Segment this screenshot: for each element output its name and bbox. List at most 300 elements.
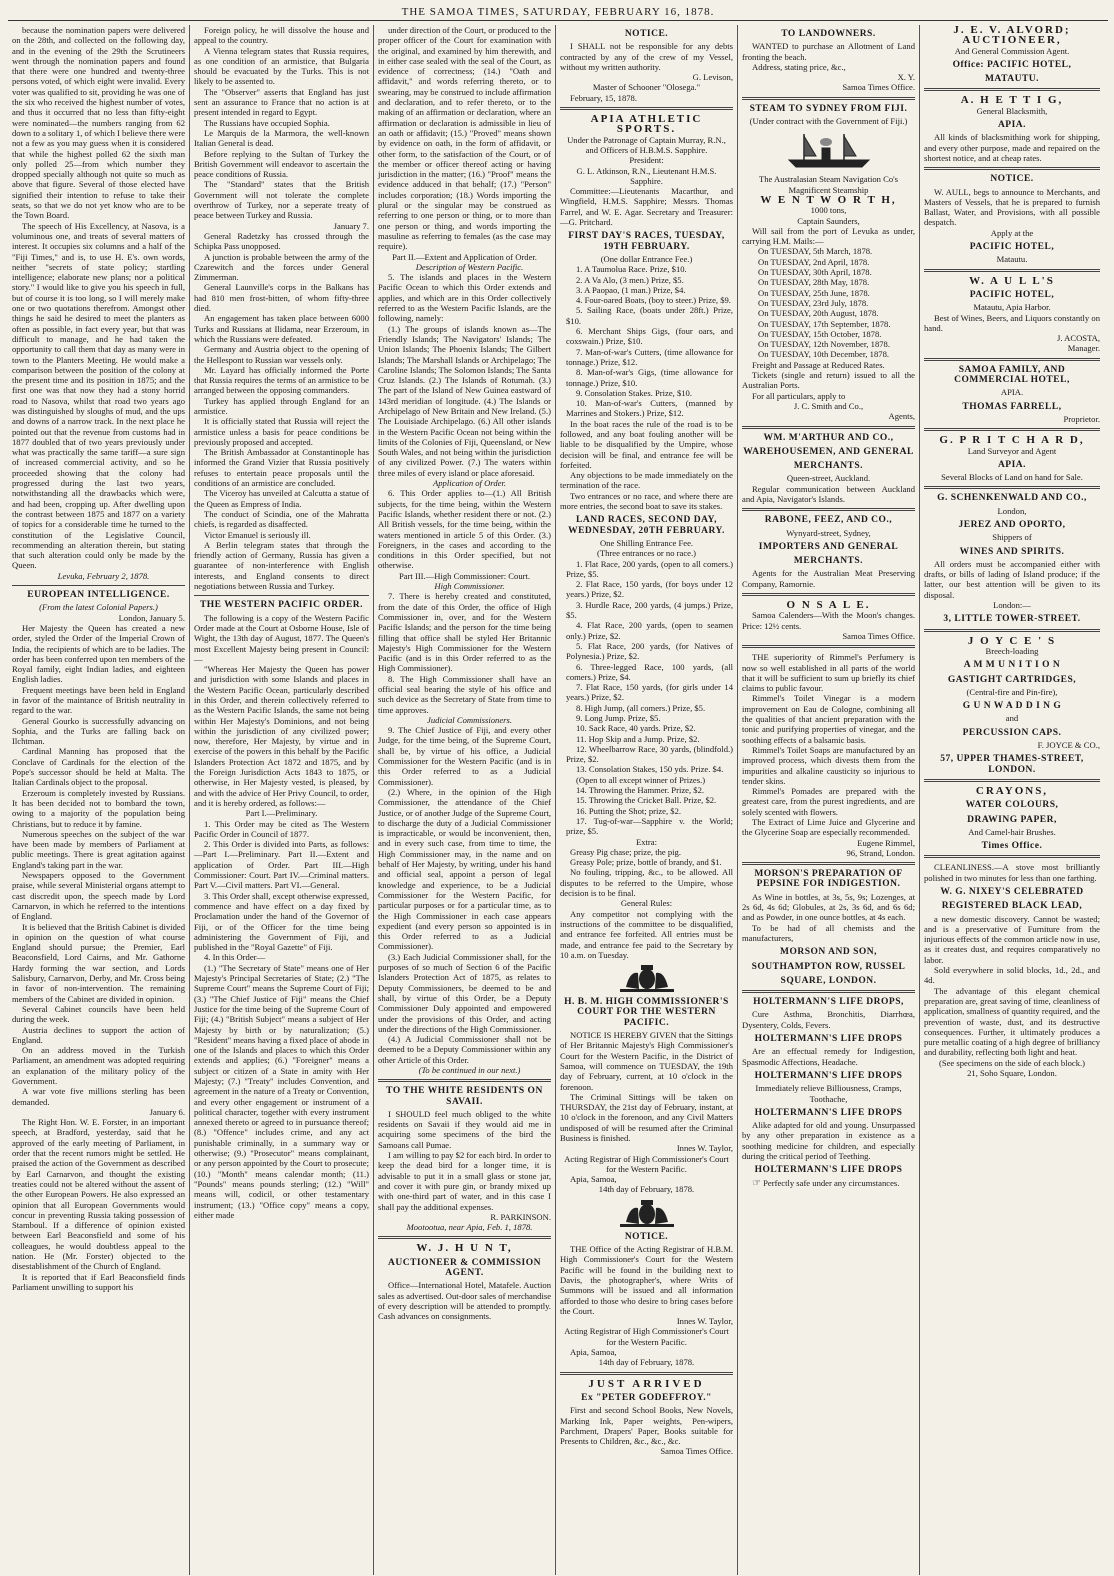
article-paragraph: 7. There is hereby created and constituted, from the date of this Order, the office of High Commissioner in, over, and for the Western Pacific Islands; and the person for the time being filling that office shall be styled Her Britannic Majesty's High Commissioner for the Western Pacific (and is in this Order referred to as the High Commissioner). (378, 591, 551, 674)
article-paragraph: A Vienna telegram states that Russia requires, as one condition of an armistice, that Bulgaria should be evacuated by the Turks. This is not likely to be assented to. (194, 45, 369, 87)
advert-heading: W. J. H U N T, (416, 1242, 513, 1255)
advert-subheading: MERCHANTS. (793, 461, 864, 472)
advert-body: The advantage of this elegant chemical preparation are, great saving of time, cleanliness of application, smallness of quantity required, and the prevention of waste, dust, and its destructive consequences. Further, it ultimately produces a pure metallic coating of a high degree of brilliancy and durability, reflecting both light and heat. (924, 985, 1100, 1058)
advert-heading: MORSON'S PREPARATION OF PEPSINE FOR INDIGESTION. (754, 869, 903, 890)
dateline: February, 15, 1878. (570, 92, 637, 103)
advert-heading: HOLTERMANN'S LIFE DROPS, (753, 997, 904, 1008)
article-paragraph: Her Majesty the Queen has created a new order, styled the Order of the Imperial Crown of India, the recipients of which are to be ladies. The order has been conferred upon ten members of the Royal family, eight Indian ladies, and eighteen English ladies. (12, 622, 185, 685)
race-item: 8. High Jump, (all comers.) Prize, $5. (576, 702, 706, 713)
article-paragraph: It is officially stated that Russia will reject the armistice unless a basis for peace conditions be previously proposed and accepted. (194, 416, 369, 447)
sailing-date: On TUESDAY, 25th June, 1878. (758, 287, 870, 298)
continued-note: (To be continued in our next.) (418, 1064, 521, 1075)
race-item: 15. Throwing the Cricket Ball. Prize, $2. (576, 795, 717, 806)
signature: Innes W. Taylor, (676, 1316, 733, 1327)
signature-title: Acting Registrar of High Commissioner's Court for the Western Pacific. (564, 1153, 729, 1174)
divider (924, 779, 1100, 782)
race-item: 7. Man-of-war's Cutters, (time allowance for tonnage.) Prize, $12. (566, 346, 733, 367)
advert-subheading: Ex "PETER GODEFFROY." (581, 1392, 712, 1403)
article-paragraph: 9. The Chief Justice of Fiji, and every other Judge, for the time being, of the Supreme Court, shall be, by virtue of his office, a Judicial Commissioner for the Western Pacific (and is in this Order referred to as a Judicial Commissioner). (378, 725, 551, 787)
notice-body: THE Office of the Acting Registrar of H.B.M. High Commissioner's Court for the Western Pacific will be found in the building next to Davis, the photographer's, where Writs of Summons will be issued and all information afforded to those who desire to bring cases before the Court. (560, 1244, 733, 1316)
ship-tonnage: 1000 tons, (810, 205, 847, 216)
advert-body: Regular communication between Auckland and Apia, Navigator's Islands. (742, 483, 915, 504)
section-heading: THE WESTERN PACIFIC ORDER. (199, 600, 364, 611)
dateline: January 6. (149, 1106, 185, 1117)
article-paragraph: 5. The islands and places in the Western Pacific Ocean to which this Order extends and applies, and which are in this Order collectively referred to as the Western Pacific Islands, are the following, namely: (378, 272, 551, 324)
notice-heading: NOTICE. (624, 29, 669, 39)
race-item: 3. A Paopao, (1 man.) Prize, $4. (576, 284, 686, 295)
article-paragraph: On an address moved in the Turkish Parliament, an amendment was adopted requiring an explanation of the military policy of the Government. (12, 1045, 185, 1086)
extra-item: Greasy Pole; prize, bottle of brandy, and $1. (570, 857, 722, 868)
advert-body: And Camel-hair Brushes. (968, 826, 1056, 837)
article-paragraph: Erzeroum is completely invested by Russians. It has been decided not to bombard the town, owing to a majority of the population being Christians, but to reduce it by famine. (12, 787, 185, 829)
article-paragraph: Mr. Layard has officially informed the Porte that Russia requires the terms of an armistice to be arranged between the opposing commanders. (194, 364, 369, 396)
race-item: 13. Consolation Stakes, 150 yds. Prize. $4. (576, 764, 724, 775)
notice-body: I SHALL not be responsible for any debts contracted by any of the crew of my Vessel, without my written authority. (560, 41, 733, 72)
advert-body: WANTED to purchase an Allotment of Land fronting the beach. (742, 41, 915, 62)
article-paragraph: (1.) "The Secretary of State" means one of Her Majesty's Principal Secretaries of State; (2.) "The Supreme Court" means the Supreme Court of Fiji; (3.) "The Chief Justice of Fiji" means the Chief Justice for the time being of the Supreme Court of Fiji; (4.) "British Subject" means a subject of Her Majesty by birth or by naturalization; (5.) "Resident" means having a fixed place of abode in one of the Islands and places to which this Order extends and applies; (6.) "Foreigner" means a subject or citizen of a State in amity with Her Majesty; (7.) "Treaty" includes Convention, and agreement in the nature of a Treaty or Convention, and every other engagement or instrument of a political character, together with every instrument annexed thereto or agreed to in pursuance thereof; (8.) "Offence" includes crime, and any act punishable criminally, in a summary way or otherwise; (9.) "Prosecutor" means complainant, or any person appointed by the Court to prosecute; (10.) "Month" means calendar month; (11.) "Pounds" means pounds sterling; (12.) "Will" means will, codicil, or other testamentary instrument; (13.) "Office copy" means a copy, either made (194, 962, 369, 1220)
advert-subheading: PACIFIC HOTEL, (969, 289, 1055, 300)
article-paragraph: Several Cabinet councils have been held during the week. (12, 1003, 185, 1025)
article-paragraph: The Viceroy has unveiled at Calcutta a statue of the Queen as Empress of India. (194, 488, 369, 509)
column-1 (8, 25, 190, 1575)
advert-heading: J. E. V. ALVORD; (953, 25, 1071, 36)
divider (924, 88, 1100, 91)
column-3 (374, 25, 556, 1575)
advert-subheading: MERCHANTS. (793, 556, 864, 567)
rule-text: No fouling, tripping, &c., to be allowed. All disputes to be referred to the Umpire, whose decision is to be final. (560, 867, 733, 899)
advert-subheading: WATER COLOURS, (965, 800, 1059, 811)
article-paragraph: (4.) A Judicial Commissioner shall not be deemed to be a Deputy Commissioner within any other Article of this Order. (378, 1034, 551, 1065)
article-paragraph: The "Standard" states that the British Government will not tolerate the complete overthrow of Turkey, nor a seperate treaty of peace between Turkey and Russia. (194, 179, 369, 221)
sailing-date: On TUESDAY, 17th September, 1878. (758, 318, 891, 329)
signature: F. JOYCE & CO., (1037, 740, 1100, 751)
advert-body: Several Blocks of Land on hand for Sale. (941, 472, 1083, 483)
address: Office: PACIFIC HOTEL, (952, 59, 1072, 70)
agent-name: J. C. Smith and Co., (793, 400, 864, 411)
column-2 (190, 25, 374, 1575)
race-item: 4. Four-oared Boats, (boy to steer.) Prize, $9. (576, 295, 731, 306)
advert-subheading: AUCTIONEER, (962, 34, 1062, 47)
article-paragraph: Germany and Austria object to the opening of the Hellespont to Russian war vessels only. (194, 344, 369, 365)
sub-heading: Judicial Commissioners. (427, 714, 512, 725)
signature: Times Office. (981, 841, 1043, 852)
article-paragraph: 4. In this Order— (204, 952, 266, 963)
sailing-date: On TUESDAY, 28th May, 1878. (758, 277, 870, 288)
race-item: 6. Three-legged Race, 100 yards, (all comers.) Prize, $4. (566, 661, 733, 682)
advert-subheading: W. G. NIXEY'S CELEBRATED (940, 887, 1084, 897)
president: G. L. Atkinson, R.N., Lieutenant H.M.S. Sapphire. (576, 165, 717, 186)
divider (560, 107, 733, 110)
advert-body: Rimmel's Toilet Soaps are manufactured by an improved process, which divests them from the impurities and alkaline causticity so injurious to tender skins. (742, 744, 915, 786)
address: 21, Soho Square, London. (967, 1068, 1057, 1079)
advert-heading: SAMOA FAMILY, AND COMMERCIAL HOTEL, (954, 364, 1070, 386)
signature: Samoa Times Office. (842, 630, 915, 641)
extra-item: Greasy Pig chase; prize, the pig. (570, 846, 681, 857)
advert-subheading: MORSON AND SON, (780, 947, 877, 958)
advert-subheading: IMPORTERS AND GENERAL (758, 541, 899, 552)
place: Apia, Samoa, (570, 1347, 617, 1358)
race-item: 1. Flat Race, 200 yards, (open to all comers.) Prize, $5. (566, 558, 733, 579)
advert-subheading: WINES AND SPIRITS. (959, 546, 1065, 557)
sailing-dates (742, 246, 915, 359)
race-item: 10. Man-of-war's Cutters, (manned by Marrines and Stokers.) Prize, $12. (566, 398, 733, 419)
race-item: 5. Sailing Race, (boats under 28ft.) Prize, $10. (566, 305, 733, 326)
label: General Rules: (620, 898, 673, 909)
section-heading: EUROPEAN INTELLIGENCE. (27, 590, 170, 601)
article-paragraph: General Launville's corps in the Balkans has had 810 men frost-bitten, of whom fifty-three died. (194, 282, 369, 314)
advert-body: Tickets (single and return) issued to all the Australian Ports. (742, 370, 915, 391)
article-paragraph: A war vote five millions sterling has been demanded. (12, 1086, 185, 1107)
advert-subheading: PERCUSSION CAPS. (962, 727, 1062, 738)
dateline: 14th day of February, 1878. (598, 1357, 695, 1368)
article-paragraph: It is believed that the British Cabinet is divided in opinion on the question of what course England should pursue; the Premier, Earl Beaconsfield, Lord Cairns, and Mr. Gathorne Hardy forming the war section, and Lords Salisbury, Carnarvon, Derby, and Mr. Cross being in favor of non-intervention. The remaining members of the Cabinet are divided in opinion. (12, 921, 185, 1004)
advert-heading: STEAM TO SYDNEY FROM FIJI. (749, 103, 908, 114)
divider (378, 1079, 551, 1082)
columns (8, 25, 1108, 1575)
article-paragraph: 3. This Order shall, except otherwise expressed, commence and have effect on a day fixed by Proclamation under the hand of the Governor of Fiji, or of the Officer for the time being administering the Government of Fiji, and published in the "Royal Gazette" of Fiji. (194, 890, 369, 953)
advert-body: All orders must be accompanied either with drafts, or bills of lading of Island produce; if the latter, our best attention will be given to its disposal. (924, 558, 1100, 600)
part-heading: Part III.—High Commissioner: Court. (398, 570, 531, 581)
ship-name: W E N T W O R T H, (760, 193, 897, 206)
divider (924, 855, 1100, 858)
column-6 (920, 25, 1104, 1575)
signature-title: Manager. (1067, 343, 1100, 354)
article-paragraph: I SHOULD feel much obliged to the white residents on Savaii if they would aid me in acquiring some specimens of the bird the Samoans call Pumae. (378, 1108, 551, 1150)
advert-body: Shippers of (992, 532, 1032, 543)
advert-body: Alike adapted for old and young. Unsurpassed by any other preparation in existence as a soothing medicine for children, and especially during the critical period of Teething. (742, 1120, 915, 1162)
advert-subheading: JEREZ AND OPORTO, (958, 519, 1066, 530)
divider (742, 593, 915, 596)
article-paragraph: A junction is probable between the army of the Czarewitch and the forces under General Zimmerman. (194, 251, 369, 283)
advert-subheading: General Blacksmith, (976, 105, 1048, 116)
notice-heading: NOTICE. (624, 1231, 669, 1242)
ship-captain: Captain Saunders, (797, 215, 860, 226)
divider (924, 629, 1100, 632)
sailing-date: On TUESDAY, 15th October, 1878. (758, 328, 882, 339)
address: Matautu, Apia Harbor. (973, 302, 1051, 313)
article-paragraph: 6. This Order applies to—(1.) All British subjects, for the time being, within the Western Pacific Islands, whether resident there or not. (2.) All British vessels, for the time being, within the waters mentioned in article 5 of this Order. (3.) Foreigners, in the cases and according to the conditions in this Order specified, but not otherwise. (378, 488, 551, 571)
royal-arms-icon (560, 963, 733, 993)
article-paragraph: Austria declines to support the action of England. (12, 1024, 185, 1045)
divider (742, 508, 915, 511)
signature: R. PARKINSON. (490, 1211, 551, 1222)
address: SOUTHAMPTON ROW, RUSSEL (751, 961, 906, 972)
advert-body: Are an effectual remedy for Indigestion, Spasmodic Affections, Headache. (742, 1046, 915, 1067)
advert-heading: G. SCHENKENWALD AND CO., (937, 493, 1087, 504)
race-list (560, 559, 733, 837)
address: APIA. (997, 459, 1027, 470)
signature: Samoa Times Office. (660, 1446, 733, 1457)
advert-body: First and second School Books, New Novels, Marking Ink, Paper weights, Pen-wipers, Parchment, Drapers' Paper, Books suitable for Presents to Children, &c., &c., &c. (560, 1405, 733, 1447)
advert-body: CLEANLINESS.—A stove most brilliantly polished in two minutes for less than one farthing. (924, 862, 1100, 883)
dateline: 14th day of February, 1878. (598, 1184, 695, 1195)
article-paragraph: under direction of the Court, or produced to the proper officer of the Court for examination with the original, and examined by him therewith, and in either case sealed with the seal of the Court, as evidence of correctness; (14.) "Oath and affidavit," and words referring thereto, or to swearing, may be construed to include affirmation and declaration, and to refer thereto, or to the making of an affirmation or declaration, where an affirmation or declaration is admissible in lieu of an oath or affidavit; (15.) "Proved" means shown by evidence on oath, in the form of affidavit, or other form, to the satisfaction of the Court, or of the member or officer thereof acting or having jurisdiction in the matter; (16.) "Proof" means the evidence adduced in that behalf; (17.) "Person" includes corporation; (18.) Words importing the plural or the singular may be construed as referring to one person or thing, or to more than one person or thing, and words importing the masuline as referring to females (as the case may require). (378, 25, 551, 252)
divider (924, 428, 1100, 431)
article-paragraph: General Gourko is successfully advancing on Sophia, and the Turks are falling back on Ilchtman. (12, 715, 185, 747)
address: APIA. (1000, 387, 1024, 398)
article-paragraph: General Radetzky has crossed through the Schipka Pass unopposed. (194, 230, 369, 252)
advert-body: Address, stating price, &c., (752, 61, 846, 72)
advert-heading: CRAYONS, (975, 784, 1049, 797)
advert-body: Apply at the (990, 227, 1034, 238)
advert-subheading: GASTIGHT CARTRIDGES, (947, 674, 1077, 685)
part-heading: Part II.—Extent and Application of Order. (392, 251, 537, 262)
race-item: 17. Tug-of-war—Sapphire v. the World; prize, $5. (566, 815, 733, 837)
race-item: 16. Putting the Shot; prize, $2. (576, 805, 682, 816)
sailing-date: On TUESDAY, 12th November, 1878. (758, 339, 890, 350)
article-paragraph: The following is a copy of the Western Pacific Order made at the Court at Osborne House, Isle of Wight, the 13th day of August, 1877. The Queen's most Excellent Majesty being present in Council:— (194, 612, 369, 664)
article-paragraph: Numerous speeches on the subject of the war have been made by members of Parliament at public meetings. There is great agitation against England's taking part in the war. (12, 828, 185, 870)
race-item: 2. Flat Race, 150 yards, (for boys under 12 years.) Prize, $2. (566, 579, 733, 600)
rule-text: Any competitor not complying with the instructions of the committee to be disqualified, and entrance fee forfeited. All entries must be made, and entrance fee paid to the Secretary by 10 a.m. on Tuesday. (560, 908, 733, 960)
race-list (560, 264, 733, 418)
place: Apia, Samoa, (570, 1174, 617, 1185)
notice-body: The Criminal Sittings will be taken on THURSDAY, the 21st day of February, instant, at 10 o'clock in the forenoon, and any Civil Matters undisposed of will be resumed after the Criminal Business is finished. (560, 1091, 733, 1143)
source-note: (From the latest Colonial Papers.) (39, 602, 158, 613)
rule-text: In the boat races the rule of the road is to be followed, and any boat fouling another will be liable to be disqualified by the Umpire, whose decision will be final, and entrance fee will be forfeited. (560, 418, 733, 470)
race-item: 1. A Taumolua Race. Prize, $10. (576, 264, 687, 275)
address: APIA. (997, 120, 1027, 131)
notice-body: NOTICE IS HEREBY GIVEN that the Sittings of Her Britannic Majesty's High Commissioner's Court for the Western Pacific, in the District of Samoa, will commence on TUESDAY, the 19th day of February, current, at 10 o'clock in the forenoon. (560, 1030, 733, 1092)
advert-body: Will sail from the port of Levuka as under, carrying H.M. Mails:— (742, 225, 915, 247)
rule-text: Two entrances or no race, and where there are more entries, the second boat to save its stakes. (560, 490, 733, 512)
article-paragraph: The Right Hon. W. E. Forster, in an important speech, at Bradford, yesterday, said that he approved of the early meeting of Parliament, in order that the recent rumors might be settled. He praised the action of the Government as described by Earl Carnarvon, and thought the existing treaties could not be altered without the assent of the other European Powers. He also expressed an opinion that all European Governments would concur in preventing Russia taking possession of Stamboul. If a difference of opinion existed between Earl Beaconsfield and some of his colleagues, he would doubtless appeal to the nation. He (Mr. Forster) objected to the disestablishment of the Church of England. (12, 1117, 185, 1272)
article-paragraph: 2. This Order is divided into Parts, as follows:—Part I.—Preliminary. Part II.—Extent and application of Order. Part III.—High Commissioner: Court. Part IV.—Criminal matters. Part V.—Civil matters. Part VI.—General. (194, 839, 369, 891)
article-paragraph: Turkey has applied through England for an armistice. (194, 395, 369, 416)
address: Queen-street, Auckland. (786, 473, 871, 484)
article-paragraph: Le Marquis de la Marmora, the well-known Italian General is dead. (194, 127, 369, 149)
agent-title: Agents, (888, 411, 915, 422)
notice-heading: NOTICE. (990, 174, 1034, 185)
advert-body: Best of Wines, Beers, and Liquors constantly on hand. (924, 312, 1100, 333)
article-paragraph: Before replying to the Sultan of Turkey the British Government will endeavor to ascertain the peace conditions of Russia. (194, 148, 369, 180)
advert-body: Immediately relieve Billiousness, Cramps, Toothache, (755, 1083, 902, 1104)
patronage: Under the Patronage of Captain Murray, R.N., and Officers of H.B.M.S. Sapphire. (567, 134, 726, 155)
advert-heading: J O Y C E ' S (967, 634, 1057, 647)
advert-subheading: REGISTERED BLACK LEAD, (941, 901, 1083, 912)
advert-body: and (1005, 713, 1019, 724)
article-paragraph: Victor Emanuel is seriously ill. (204, 529, 311, 540)
article-paragraph: 1. This Order may be cited as The Western Pacific Order in Council of 1877. (194, 818, 369, 839)
article-paragraph: Foreign policy, he will dissolve the house and appeal to the country. (194, 25, 369, 46)
advert-heading: JUST ARRIVED (588, 1377, 705, 1390)
race-item: 9. Consolation Stakes. Prize, $10. (576, 387, 693, 398)
day-heading: LAND RACES, SECOND DAY, WEDNESDAY, 20TH FEBRUARY. (568, 515, 725, 536)
advert-body: And General Commission Agent. (954, 45, 1070, 56)
address: 3, LITTLE TOWER-STREET. (943, 614, 1081, 625)
address: 57, UPPER THAMES-STREET, LONDON. (940, 754, 1084, 775)
advert-subheading: WAREHOUSEMEN, AND GENERAL (743, 446, 914, 457)
advert-body: (Central-fire and Pin-fire), (966, 686, 1058, 697)
race-item: 7. Flat Race, 150 yards, (for girls under 14 years.) Prize, $2. (566, 682, 733, 703)
column-5 (738, 25, 920, 1575)
advert-subheading: A M M U N I T I O N (963, 660, 1061, 671)
race-item: 6. Merchant Ships Gigs, (four oars, and coxswain.) Prize, $10. (566, 326, 733, 347)
entrance-fee-note: (Three entrances or no race.) (596, 548, 696, 559)
advert-body: THE superiority of Rimmel's Perfumery is now so well established in all parts of the world that it will be sufficient to sum up briefly its chief claims to public favour. (742, 652, 915, 694)
article-paragraph: An engagement has taken place between 6000 Turks and Russians at Ilidama, near Erzeroum, in which the Russians were defeated. (194, 313, 369, 344)
advert-subheading: DRAWING PAPER, (967, 814, 1057, 825)
address: PACIFIC HOTEL, (969, 242, 1055, 253)
advert-body: All kinds of blacksmithing work for shipping, and every other purpose, made and repaired on the shortest notice, and at cheap rates. (924, 132, 1100, 163)
article-paragraph: The "Observer" asserts that England has just sent an assurance to France that no action is at present intended in regard to Egypt. (194, 86, 369, 118)
entrance-fee: (One dollar Entrance Fee.) (600, 253, 693, 264)
address: SQUARE, LONDON. (780, 975, 877, 986)
divider (742, 426, 915, 429)
race-item: 8. Man-of-war's Gigs, (time allowance for tonnage.) Prize, $10. (566, 367, 733, 388)
divider (742, 862, 915, 865)
address: London, (997, 505, 1027, 516)
masthead: THE SAMOA TIMES, SATURDAY, FEBRUARY 16, 1878. (8, 6, 1108, 21)
advert-heading: APIA ATHLETIC SPORTS. (590, 113, 703, 136)
signature-title: Acting Registrar of High Commissioner's Court for the Western Pacific. (564, 1326, 729, 1347)
divider (924, 358, 1100, 361)
divider (194, 595, 369, 596)
advert-heading: WM. M'ARTHUR AND CO., (763, 432, 894, 443)
advert-subheading: G U N W A D D I N G (962, 701, 1062, 712)
advert-subheading: AUCTIONEER & COMMISSION AGENT. (388, 1257, 541, 1279)
divider (742, 97, 915, 100)
advert-heading: A. H E T T I G, (960, 94, 1064, 107)
advert-body: W. AULL, begs to announce to Merchants, and Masters of Vessels, that he is prepared to furnish Ballast, Water, and Provisions, with all possible despatch. (924, 186, 1100, 228)
race-item: 10. Sack Race, 40 yards. Prize, $2. (576, 723, 696, 734)
advert-body: The Extract of Lime Juice and Glycerine and the Glycerine Soap are especially recommended. (742, 817, 915, 838)
advert-body: As Wine in bottles, at 3s, 5s, 9s; Lozenges, at 2s 6d, 4s 6d; Globules, at 2s, 3s 6d, and 6s 6d; and as Powder, in one ounce bottles, at 4s each. (742, 891, 915, 923)
address: London:— (993, 600, 1031, 611)
race-item: 9. Long Jump. Prize, $5. (576, 713, 661, 723)
proprietor-name: THOMAS FARRELL, (962, 401, 1062, 412)
signature: Samoa Times Office. (842, 82, 915, 93)
sub-heading: High Commissioner. (434, 581, 505, 592)
sailing-date: On TUESDAY, 20th August, 1878. (758, 308, 879, 319)
sailing-date: On TUESDAY, 10th December, 1878. (758, 349, 890, 360)
divider (924, 486, 1100, 489)
address: 96, Strand, London. (846, 847, 915, 858)
advert-heading: W. A U L L'S (969, 274, 1055, 287)
address: Wynyard-street, Sydney, (786, 527, 871, 538)
race-item: 2. A Va Alo, (3 men.) Prize, $5. (576, 274, 684, 285)
article-paragraph: A Berlin telegram states that through the friendly action of Germany, Russia has given a guarantee of non-interference with English interests, and England consents to direct negotiations between Russia and Turkey. (194, 539, 369, 592)
label: President: (629, 155, 664, 166)
advert-body: Rimmel's Pomades are prepared with the greatest care, from the purest ingredients, and are solely scented with flowers. (742, 786, 915, 817)
advert-body: Breech-loading (985, 645, 1039, 656)
committee: Committee:—Lieutenants Macarthur, and Wingfield, H.M.S. Sapphire; Messrs. Thomas Farrel, and W. E. Agar. Secretary and Treasurer:—G. Pritchard. (560, 186, 733, 228)
article-paragraph: (1.) The groups of islands known as—The Friendly Islands; The Navigators' Islands; The Union Islands; The Phoenix Islands; The Gilbert Islands; The Marshall Islands or Archipelago; The Caroline Islands; The Solomon Islands; The Santa Cruz Islands. (2.) The Islands of Rotumah. (3.) The part of the Island of New Guinea eastward of 143rd meridian of longitude. (4.) The Islands or Archipelago of New Britain and New Ireland. (5.) The Louisiade Archipelago. (6.) All other islands in the Western Pacific Ocean not being within the limits of the Colonies of Fiji, Queensland, or New South Wales, and not being within the jurisdiction of any civilized Power. (7.) The waters within three miles of every island or place aforesaid. (378, 323, 551, 478)
section-heading: TO THE WHITE RESIDENTS ON SAVAII. (386, 1086, 543, 1107)
divider (924, 269, 1100, 272)
signature-title: Proprietor. (1063, 413, 1100, 424)
advert-body: Freight and Passage at Reduced Rates. (752, 359, 885, 370)
article-paragraph: I am willing to pay $2 for each bird. In order to keep the dead bird for a longer time, it is advisable to put it in a small glass or stone jar, and cover it with pure gin, or brandy mixed up with one-third part of water, and in this case I shall pay the additional expenses. (378, 1150, 551, 1212)
race-item: 11. Hop Skip and a Jump. Prize, $2. (576, 733, 700, 744)
article-paragraph: The speech of His Excellency, at Nasova, is a voluminous one, and treats of several matters of interest. It occupies six columns and a half of the "Fiji Times," and is, to use H. E's. own words, neither "secrets of state policy; startling intelligence; elaborate new plans; nor a political story." I would like to give you his speech in full, but of course it is too long, so I will merely make one or two quotations therefrom. Amongst other things he said he desired to meet the planters as often as possible, in fact every year, but that was difficult to manage, and he had taken the opportunity to call them that day as many were in town to the Planters Meeting. He would make a comparison between the position of the colony at the present time and its position in 1875; and the first one was that now they had a stony horrid road to Nasova, whilst that road two years ago was distinguished by sloughs of mud, and the ups and downs of a narrow track. In the next place he pointed out that the revenue from customs had in 1877 doubled that of two years previously under what was practically the same tariff—a sure sign of increased commercial activity, and so he proceeded showing that the colony had progressed during the last two years, notwithstanding all the drawbacks which were, and had been, cropping up. After dwelling upon the contrast between 1875 and 1877 on a variety of topics for a considerable time he turned to the constitution of the Legislative Council, recommending an alteration therein, but stating that such alteration could only be made by the Queen. (12, 220, 185, 571)
race-item: 5. Flat Race, 200 yards, (for Natives of Polynesia.) Prize, $2. (566, 640, 733, 662)
royal-arms-icon (560, 1198, 733, 1228)
article-paragraph: Newspapers opposed to the Government praise, while several Ministerial organs attempt to cast discredit upon, the speech made by Lord Carnarvon, in which he referred to the intentions of England. (12, 870, 185, 922)
article-paragraph: "Whereas Her Majesty the Queen has power and jurisdiction with some Islands and places in the Western Pacific Ocean, particularly described in this Order, and therein collectively referred to as the Western Pacific Islands, the same not being within Her Majesty's Dominions, and not being within the jurisdiction of any civilized power; now, therefore, Her Majesty, by virtue and in exercise of the powers in this behalf by the Pacific Islanders Protection Act 1872 and 1875, and by the Foreign Jurisdiction Acts 1843 to 1875, or otherwise, in Her Majesty vested, is pleased, by and with the advice of Her Privy Council, to order, and it is hereby ordered, as follows:— (194, 664, 369, 808)
advert-body: To be had of all chemists and the manufacturers, (742, 922, 915, 943)
advert-heading: RABONE, FEEZ, AND CO., (764, 515, 893, 526)
race-item: 4. Flat Race, 200 yards, (open to seamen only.) Prize, $2. (566, 620, 733, 641)
advert-subheading: Land Surveyor and Agent (967, 445, 1057, 456)
signature: Innes W. Taylor, (676, 1143, 733, 1154)
advert-heading: TO LANDOWNERS. (781, 29, 876, 39)
advert-subheading: HOLTERMANN'S LIFE DROPS (754, 1165, 903, 1176)
advert-body: (Under contract with the Government of Fiji.) (749, 116, 908, 127)
divider (924, 167, 1100, 170)
signature: Eugene Rimmel, (857, 837, 915, 848)
article-paragraph: The conduct of Scindia, one of the Mahratta chiefs, is regarded as disaffected. (194, 508, 369, 530)
steamship-icon (742, 130, 915, 170)
dateline: Mootootua, near Apia, Feb. 1, 1878. (406, 1222, 533, 1233)
article-paragraph: (2.) Where, in the opinion of the High Commissioner, the attendance of the Chief Justice, or of another Judge of the Supreme Court, to discharge the duty of a Judicial Commissioner is impracticable, or would be inconvenient, then, and in every such case, from time to time, the High Commissioner may, in the name and on behalf of Her Majesty, by writing, under his hand and official seal, appoint a person of legal knowledge and experience, to be a Judicial Commissioner for the Western Pacific, for particular purposes or for a particular time, as to the High Commissioner in each case appears expedient (and every person so appointed is in this Order referred to as a Judicial Commissioner). (378, 786, 551, 952)
sailing-date: On TUESDAY, 23rd July, 1878. (758, 297, 869, 308)
advert-subheading: HOLTERMANN'S LIFE DROPS (754, 1107, 903, 1118)
advert-body: (See specimens on the side of each block.) (938, 1057, 1086, 1068)
advert-body: For all particulars, apply to (752, 390, 846, 401)
sailing-date: On TUESDAY, 30th April, 1878. (758, 267, 872, 278)
advert-body: The Australasian Steam Navigation Co's Magnificent Steamship (758, 174, 899, 195)
advert-body: Samoa Calenders—With the Moon's changes. Price: 12½ cents. (742, 610, 915, 631)
entrance-fee: One Shilling Entrance Fee. (599, 537, 694, 548)
part-heading: Part I.—Preliminary. (245, 808, 318, 819)
article-paragraph: because the nomination papers were delivered on the 28th, and collected on the following day, and in the evening of the 29th the Scrutineers went through the nomination papers and found that there were one hundred and twenty-three persons voted, of which eight were invalid. Every voter was qualified to sit, providing he was one of the six who received the highest number of votes, and thus it occurred that no less than fifty-eight were nominated—the numbers ranging from 62 down to a solitary 1, of which I believe there were not a few as you may guess when it is considered that while the highest polled 62 the sixth man only polled 25—from which number they dropped specially although not quite so much as above that figure. Several of those elected have signified their intention to refuse to take their seats, so that we do not yet know who are to be the Town Board. (12, 25, 186, 221)
rule-text: Any objections to be made immediately on the termination of the race. (560, 470, 733, 491)
article-paragraph: It is reported that if Earl Beaconsfield finds Parliament unwilling to support his (12, 1271, 185, 1292)
dateline: Levuka, February 2, 1878. (57, 570, 150, 581)
signature: J. ACOSTA, (1056, 333, 1100, 344)
divider (742, 645, 915, 648)
label: Extra: (636, 836, 657, 847)
race-item: 14. Throwing the Hammer. Prize, $2. (576, 785, 705, 796)
article-paragraph: 8. The High Commissioner shall have an official seal bearing the style of his office and such device as the Secretary of State from time to time approves. (378, 673, 551, 715)
advert-body: a new domestic discovery. Cannot be wasted; and is a preservative of Furniture from the injurious effects of the common article now in use, as it creates dust, and requires comparatively no labor. (924, 913, 1100, 965)
advert-body: Agents for the Australian Meat Preserving Company, Ramornie. (742, 568, 915, 589)
advert-body-text: Perfectly safe under any circumstances. (763, 1177, 900, 1188)
article-paragraph: Frequent meetings have been held in England in favor of the maintance of British neutrality in regard to the war. (12, 684, 185, 716)
divider (378, 1236, 551, 1239)
advert-body: Cure Asthma, Bronchitis, Diarrhœa, Dysentery, Colds, Fevers. (742, 1009, 915, 1030)
signature: X. Y. (897, 72, 915, 83)
advert-body: Rimmel's Toilet Vinegar is a modern improvement on Eau de Cologne, combining all the qualities of that ancient preparation with the tonic and purifying properties of vinegar, and the soothing effects of a balsamic basis. (742, 693, 915, 745)
race-item: (Open to all except winner of Prizes.) (576, 774, 706, 785)
dateline: January 7. (333, 220, 369, 231)
advert-subheading: HOLTERMANN'S LIFE DROPS (754, 1034, 903, 1045)
advert-body: Sold everywhere in solid blocks, 1d., 2d., and 4d. (924, 965, 1100, 986)
dateline: London, January 5. (118, 612, 185, 623)
day-heading: FIRST DAY'S RACES, TUESDAY, 19TH FEBRUARY. (568, 231, 725, 252)
article-paragraph: (3.) Each Judicial Commissioner shall, for the purposes of so much of Section 6 of the Pacific Islanders Protection Act of 1875, as relates to Deputy Commissioners, be deemed to be and shall, by virtue of this Order, be a Deputy Commissioner Duly appointed and empowered under the provisions of this Order, and acting under the directions of the High Commissioner. (378, 951, 551, 1034)
divider (560, 1372, 733, 1375)
sub-heading: Application of Order. (433, 478, 506, 489)
signature: G. Levison, (692, 72, 733, 83)
race-item: 12. Wheelbarrow Race, 30 yards, (blindfold.) Prize, $2. (566, 743, 733, 765)
advert-body (742, 1178, 915, 1189)
address: Matautu. (996, 254, 1028, 265)
court-heading: H. B. M. HIGH COMMISSIONER'S COURT FOR THE WESTERN PACIFIC. (564, 997, 729, 1028)
advert-heading: O N S A L E. (786, 599, 871, 612)
pointing-hand-icon: ☞ (752, 1177, 761, 1189)
article-paragraph: The Russians have occupied Sophia. (204, 117, 330, 128)
sailing-date: On TUESDAY, 2nd April, 1878. (758, 256, 870, 267)
address: MATAUTU. (984, 74, 1040, 85)
advert-body: Office—International Hotel, Matafele. Auction sales as advertised. Out-door sales of merchandise of every description will be attended to promptly. Cash advances on consignments. (378, 1280, 552, 1322)
advert-heading: G. P R I T C H A R D, (939, 434, 1085, 447)
sub-heading: Description of Western Pacific. (415, 261, 524, 272)
article-paragraph: The British Ambassador at Constantinople has informed the Grand Vizier that Russia positively refuses to entertain peace proposals until the conditions of an armistice are concluded. (194, 447, 369, 489)
race-item: 3. Hurdle Race, 200 yards, (4 jumps.) Prize, $5. (566, 599, 733, 621)
signature-title: Master of Schooner "Olosega." (592, 82, 701, 93)
